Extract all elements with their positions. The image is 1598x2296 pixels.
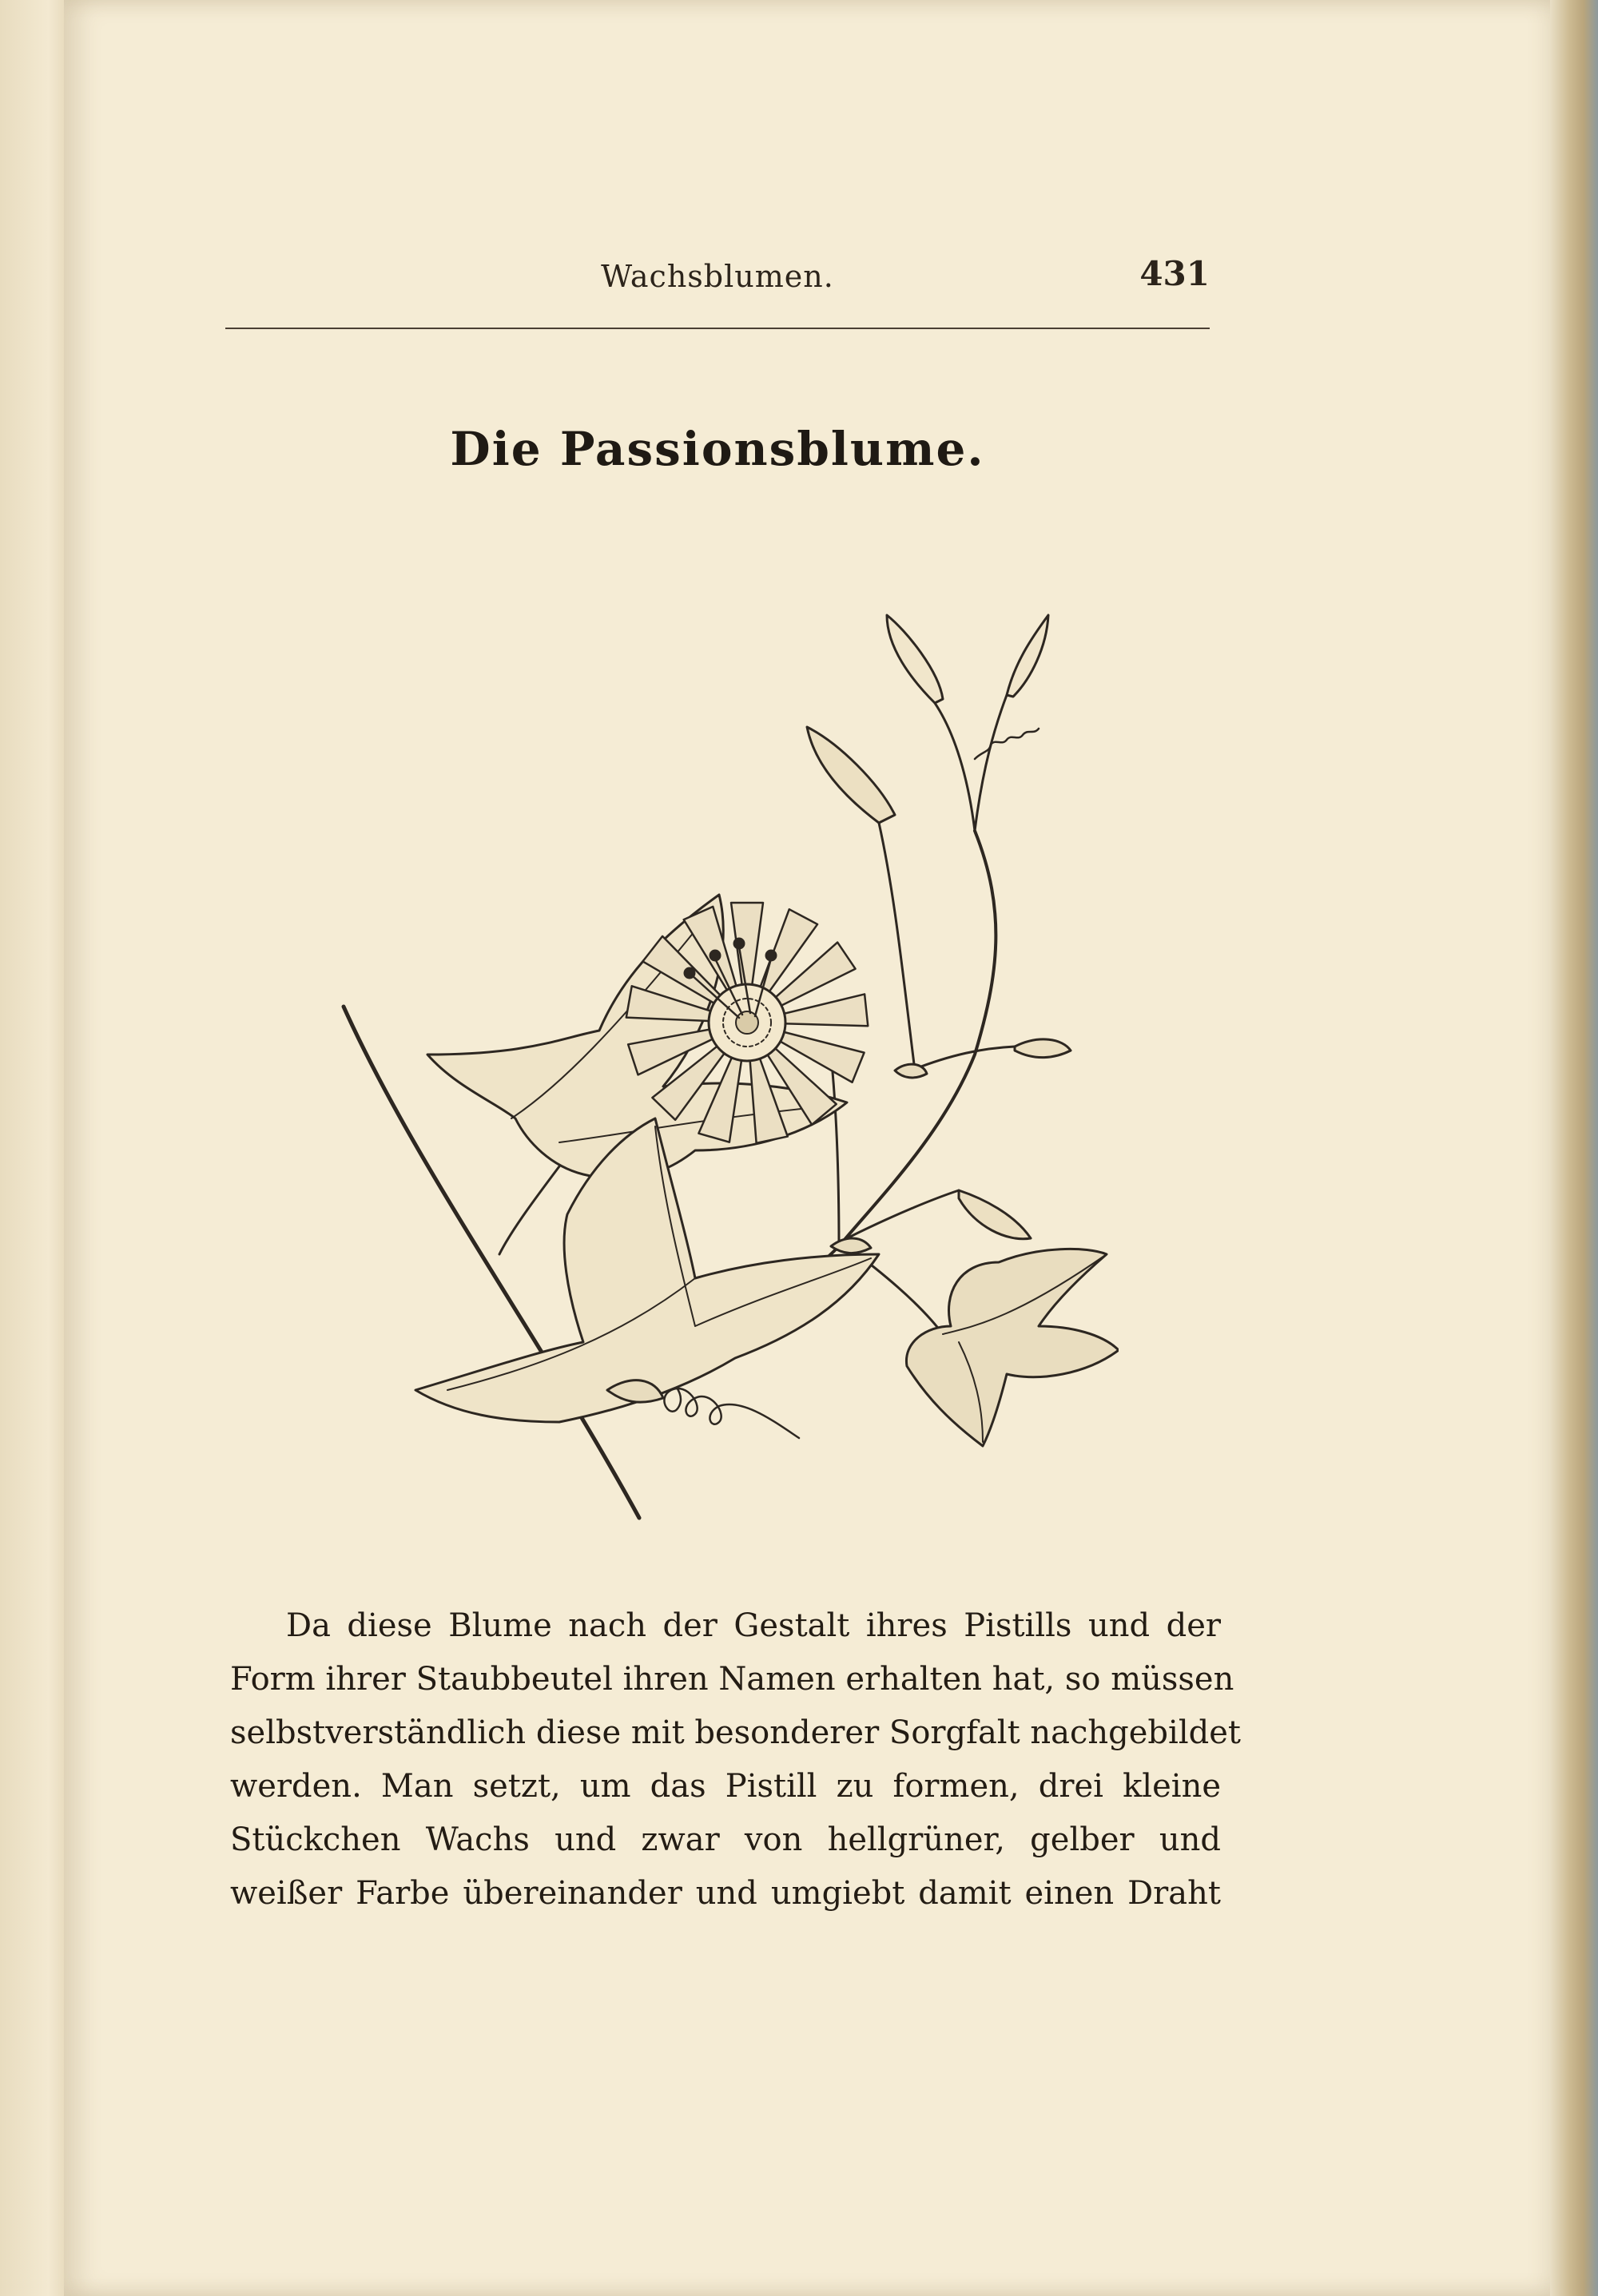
running-title: Wachsblumen. bbox=[601, 259, 834, 294]
bud-stem bbox=[879, 823, 915, 1071]
top-bud-right bbox=[1007, 615, 1048, 697]
flower-stem bbox=[831, 1055, 839, 1246]
page-stack-edge bbox=[1550, 0, 1598, 2296]
tendril-top bbox=[975, 729, 1039, 759]
body-line: Stückchen Wachs und zwar von hellgrüner, gelber und bbox=[230, 1821, 1221, 1858]
body-line: selbstverständlich diese mit besonderer Sorgfalt nachgebildet bbox=[230, 1714, 1241, 1751]
body-line: Da diese Blume nach der Gestalt ihres Pistills und der bbox=[286, 1607, 1221, 1644]
leaf-upper-left-stem bbox=[499, 1166, 559, 1254]
top-stem bbox=[935, 703, 975, 831]
page-number: 431 bbox=[1139, 254, 1210, 293]
top-bud-left bbox=[887, 615, 943, 703]
passionflower-illustration bbox=[320, 559, 1119, 1542]
body-line: Form ihrer Staubbeutel ihren Namen erhalten hat, so müssen bbox=[230, 1661, 1234, 1698]
right-bud-stem bbox=[847, 1190, 959, 1238]
stipule bbox=[895, 1064, 927, 1078]
body-line: werden. Man setzt, um das Pistill zu formen, drei kleine bbox=[230, 1768, 1221, 1805]
leaf-lower-right bbox=[906, 1249, 1119, 1446]
engraving-svg bbox=[320, 559, 1119, 1542]
header-rule bbox=[225, 328, 1210, 329]
leaf-middle bbox=[415, 1118, 879, 1422]
chapter-title: Die Passionsblume. bbox=[450, 422, 985, 476]
top-stem-2 bbox=[975, 695, 1007, 831]
stipule bbox=[831, 1238, 871, 1253]
body-line: weißer Farbe übereinander und umgiebt damit einen Draht bbox=[230, 1875, 1221, 1912]
side-bud-stem bbox=[911, 1047, 1015, 1071]
side-bud bbox=[1015, 1039, 1071, 1058]
body-paragraph bbox=[230, 1599, 1241, 1921]
running-head bbox=[225, 254, 1210, 310]
right-bud bbox=[959, 1190, 1031, 1239]
bud-large bbox=[807, 727, 895, 823]
